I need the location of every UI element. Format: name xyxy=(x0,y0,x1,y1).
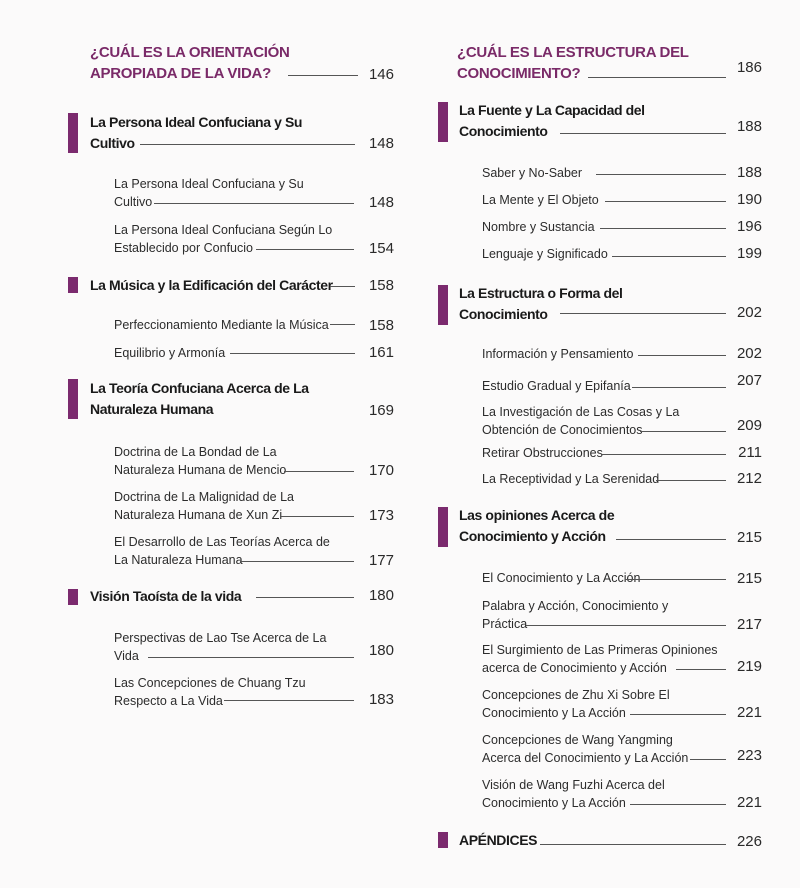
item-line: La Persona Ideal Confuciana y Su xyxy=(114,177,304,191)
page-number: 207 xyxy=(736,372,762,389)
page-number: 215 xyxy=(736,570,762,587)
section-apendices[interactable] xyxy=(459,830,537,851)
section-title-line: Conocimiento xyxy=(459,306,548,322)
page-number: 148 xyxy=(368,135,394,152)
toc-item[interactable] xyxy=(114,488,294,524)
item-line: Retirar Obstrucciones xyxy=(482,446,603,460)
toc-item[interactable] xyxy=(114,674,306,710)
page-number: 217 xyxy=(736,616,762,633)
section-opiniones[interactable] xyxy=(459,505,614,547)
toc-item[interactable] xyxy=(482,164,582,182)
page-number: 146 xyxy=(368,66,394,83)
toc-item[interactable] xyxy=(114,443,286,479)
item-line: Saber y No-Saber xyxy=(482,166,583,180)
item-line: Visión de Wang Fuzhi Acerca del xyxy=(482,778,665,792)
leader-line xyxy=(640,431,726,432)
leader-line xyxy=(288,75,358,76)
item-line: El Desarrollo de Las Teorías Acerca de xyxy=(114,535,330,549)
section-title-line: Conocimiento y Acción xyxy=(459,528,606,544)
item-line: Doctrina de La Malignidad de La xyxy=(114,490,294,504)
page-number: 180 xyxy=(368,642,394,659)
section-title-line: Cultivo xyxy=(90,135,135,151)
page-number: 202 xyxy=(736,345,762,362)
page-number: 188 xyxy=(736,164,762,181)
page-number: 183 xyxy=(368,691,394,708)
toc-item[interactable] xyxy=(482,191,599,209)
toc-item[interactable] xyxy=(114,344,225,362)
item-line: Obtención de Conocimientos xyxy=(482,423,643,437)
toc-item[interactable] xyxy=(114,316,329,334)
item-line: Cultivo xyxy=(114,195,153,209)
page-number: 158 xyxy=(368,277,394,294)
section-marker xyxy=(438,102,448,142)
page-number: 161 xyxy=(368,344,394,361)
toc-item[interactable] xyxy=(482,245,608,263)
section-marker xyxy=(438,285,448,325)
page-number: 173 xyxy=(368,507,394,524)
leader-line xyxy=(630,804,726,805)
section-title-line: La Persona Ideal Confuciana y Su xyxy=(90,114,303,130)
chapter-title-line: CONOCIMIENTO? xyxy=(457,65,581,82)
item-line: Perfeccionamiento Mediante la Música xyxy=(114,318,329,332)
item-line: acerca de Conocimiento y Acción xyxy=(482,661,667,675)
chapter-title-line: ¿CUÁL ES LA ESTRUCTURA DEL xyxy=(457,44,689,61)
page-number: 212 xyxy=(736,470,762,487)
section-title-line: La Estructura o Forma del xyxy=(459,285,623,301)
item-line: Concepciones de Wang Yangming xyxy=(482,733,673,747)
section-teoria-naturaleza[interactable] xyxy=(90,378,309,420)
leader-line xyxy=(224,700,354,701)
leader-line xyxy=(605,201,726,202)
page-number: 158 xyxy=(368,317,394,334)
page-number: 202 xyxy=(736,304,762,321)
item-line: Palabra y Acción, Conocimiento y xyxy=(482,599,669,613)
section-title-line: La Fuente y La Capacidad del xyxy=(459,102,645,118)
leader-line xyxy=(154,203,354,204)
item-line: Respecto a La Vida xyxy=(114,694,223,708)
leader-line xyxy=(596,174,726,175)
item-line: Práctica xyxy=(482,617,528,631)
toc-item[interactable] xyxy=(482,569,640,587)
leader-line xyxy=(230,353,355,354)
section-musica[interactable] xyxy=(90,275,333,296)
section-title-line: La Teoría Confuciana Acerca de La xyxy=(90,380,309,396)
page-number: 177 xyxy=(368,552,394,569)
leader-line xyxy=(602,454,726,455)
page-number: 199 xyxy=(736,245,762,262)
leader-line xyxy=(600,228,726,229)
section-persona-ideal[interactable] xyxy=(90,112,302,154)
page-number: 219 xyxy=(736,658,762,675)
toc-item[interactable] xyxy=(482,470,659,488)
page-number: 170 xyxy=(368,462,394,479)
section-marker xyxy=(68,379,78,419)
item-line: Nombre y Sustancia xyxy=(482,220,595,234)
leader-line xyxy=(588,77,726,78)
section-title-line: Visión Taoísta de la vida xyxy=(90,588,242,604)
section-estructura-forma[interactable] xyxy=(459,283,622,325)
toc-item[interactable] xyxy=(482,377,631,395)
section-fuente-capacidad[interactable] xyxy=(459,100,645,142)
chapter-title-line: APROPIADA DE LA VIDA? xyxy=(90,65,271,82)
section-marker xyxy=(68,589,78,605)
section-marker xyxy=(438,507,448,547)
toc-item[interactable] xyxy=(482,403,679,439)
item-line: Establecido por Confucio xyxy=(114,241,253,255)
page-number: 221 xyxy=(736,704,762,721)
item-line: Lenguaje y Significado xyxy=(482,247,608,261)
item-line: La Investigación de Las Cosas y La xyxy=(482,405,680,419)
item-line: Conocimiento y La Acción xyxy=(482,706,626,720)
section-title-line: Naturaleza Humana xyxy=(90,401,214,417)
toc-item[interactable] xyxy=(482,731,688,767)
item-line: Conocimiento y La Acción xyxy=(482,796,626,810)
toc-item[interactable] xyxy=(482,444,603,462)
item-line: Naturaleza Humana de Xun Zi xyxy=(114,508,283,522)
item-line: El Conocimiento y La Acción xyxy=(482,571,641,585)
leader-line xyxy=(148,657,354,658)
leader-line xyxy=(526,625,726,626)
leader-line xyxy=(560,313,726,314)
leader-line xyxy=(330,324,355,325)
item-line: Perspectivas de Lao Tse Acerca de La xyxy=(114,631,327,645)
page-number: 154 xyxy=(368,240,394,257)
toc-item[interactable] xyxy=(482,776,665,812)
page-number: 169 xyxy=(368,402,394,419)
section-marker xyxy=(68,113,78,153)
item-line: Vida xyxy=(114,649,139,663)
toc-item[interactable] xyxy=(482,597,668,633)
item-line: Acerca del Conocimiento y La Acción xyxy=(482,751,689,765)
item-line: La Naturaleza Humana xyxy=(114,553,243,567)
item-line: Concepciones de Zhu Xi Sobre El xyxy=(482,688,670,702)
page-number: 186 xyxy=(736,59,762,76)
leader-line xyxy=(612,256,726,257)
section-title-line: La Música y la Edificación del Carácter xyxy=(90,277,333,293)
leader-line xyxy=(560,133,726,134)
leader-line xyxy=(540,844,726,845)
chapter-orientacion[interactable] xyxy=(90,42,290,84)
section-title-line: APÉNDICES xyxy=(459,832,538,848)
item-line: Las Concepciones de Chuang Tzu xyxy=(114,676,306,690)
toc-item[interactable] xyxy=(482,686,670,722)
item-line: La Receptividad y La Serenidad xyxy=(482,472,660,486)
page-number: 180 xyxy=(368,587,394,604)
chapter-title-line: ¿CUÁL ES LA ORIENTACIÓN xyxy=(90,44,290,61)
section-title-line: Las opiniones Acerca de xyxy=(459,507,615,523)
item-line: Información y Pensamiento xyxy=(482,347,634,361)
item-line: La Mente y El Objeto xyxy=(482,193,599,207)
toc-item[interactable] xyxy=(114,629,326,665)
leader-line xyxy=(284,471,354,472)
section-vision-taoista[interactable] xyxy=(90,586,241,607)
leader-line xyxy=(240,561,354,562)
toc-item[interactable] xyxy=(482,218,595,236)
page-number: 226 xyxy=(736,833,762,850)
page-number: 221 xyxy=(736,794,762,811)
item-line: La Persona Ideal Confuciana Según Lo xyxy=(114,223,333,237)
toc-item[interactable] xyxy=(482,641,718,677)
leader-line xyxy=(280,516,354,517)
leader-line xyxy=(632,387,726,388)
page-number: 211 xyxy=(738,444,762,461)
page-number: 223 xyxy=(736,747,762,764)
item-line: El Surgimiento de Las Primeras Opiniones xyxy=(482,643,718,657)
page-number: 215 xyxy=(736,529,762,546)
section-marker xyxy=(438,832,448,848)
page-number: 188 xyxy=(736,118,762,135)
leader-line xyxy=(256,597,354,598)
page-number: 209 xyxy=(736,417,762,434)
leader-line xyxy=(690,759,726,760)
leader-line xyxy=(630,714,726,715)
leader-line xyxy=(616,539,726,540)
section-title-line: Conocimiento xyxy=(459,123,548,139)
page-number: 190 xyxy=(736,191,762,208)
toc-item[interactable] xyxy=(114,175,304,211)
item-line: Estudio Gradual y Epifanía xyxy=(482,379,631,393)
item-line: Equilibrio y Armonía xyxy=(114,346,226,360)
item-line: Doctrina de La Bondad de La xyxy=(114,445,277,459)
item-line: Naturaleza Humana de Mencio xyxy=(114,463,287,477)
leader-line xyxy=(625,579,726,580)
leader-line xyxy=(676,669,726,670)
toc-item[interactable] xyxy=(114,221,332,257)
toc-item[interactable] xyxy=(114,533,330,569)
section-marker xyxy=(68,277,78,293)
leader-line xyxy=(330,286,355,287)
leader-line xyxy=(140,144,355,145)
leader-line xyxy=(256,249,354,250)
page-number: 196 xyxy=(736,218,762,235)
leader-line xyxy=(638,355,726,356)
toc-item[interactable] xyxy=(482,345,633,363)
leader-line xyxy=(656,480,726,481)
page-number: 148 xyxy=(368,194,394,211)
